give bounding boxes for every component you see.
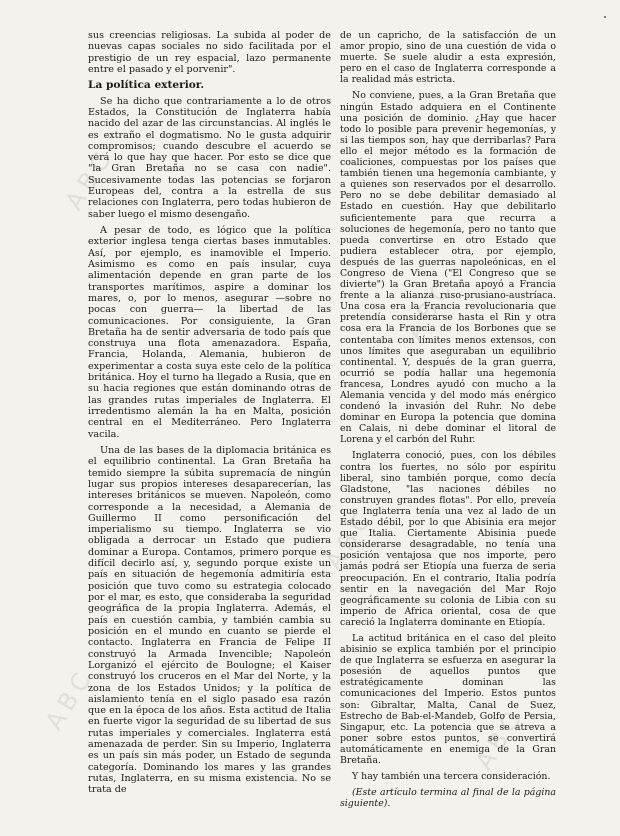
article-paragraph: La actitud británica en el caso del pleito abisinio se explica también por el principio de que Inglaterra se esfuerza en asegurar la posesión de aquellos puntos que estratégicamente dominan las comunicaciones del Imperio. Estos puntos son: Gibraltar, Malta, Canal de Suez, Estrecho de Bab-el-Mandeb, Golfo de Persia, Singapur, etc. La potencia que se atreva a poner sobre estos puntos, se convertirá automáticamente en enemiga de la Gran Bretaña. [340,632,556,766]
article-paragraph: A pesar de todo, es lógico que la política exterior inglesa tenga ciertas bases inmutables. Así, por ejemplo, es inamovible el Imperio. Asimismo es como en país insular, cuya alimentación depende en gran parte de los transportes marítimos, aspire a dominar los mares, o, por lo menos, asegurar —sobre no pocas con guerra— la libertad de las comunicaciones. Por consiguiente, la Gran Bretaña ha de sentir adversaria de todo país que construya una flota amenazadora. España, Francia, Holanda, Alemania, hubieron de experimentar a costa suya este celo de la política británica. Hoy el turno ha llegado a Rusia, que en su hacia regiones que están dominando otras de las grandes rutas imperiales de Inglaterra. El irredentismo alemán la ha en Malta, posición central en el Mediterráneo. Pero Inglaterra vacila. [88,225,331,440]
watermark-text: ABC [320,502,380,575]
article-paragraph: Una de las bases de la diplomacia británica es el equilibrio continental. La Gran Bretaña ha temido siempre la súbita supremacía de ningún lugar sus propios intereses desaparecerían, las intereses británicos se mueven. Napoleón, como corresponde a la necesidad, a Alemania de Guillermo II como personificación del imperialismo su tiempo. Inglaterra se vio obligada a derrocar un Estado que pudiera dominar a Europa. Contamos, primero porque es difícil decirlo así, y, segundo porque existe un país en situación de hegemonía admitiría esta posición que tuvo como su estrategia colocado por el mar, es esto, que consideraba la seguridad geográfica de la propia Inglaterra. Además, el país en cuestión cambia, y también cambia su posición en el mundo en cuanto se pierde el contacto. Inglaterra en Francia de Felipe II construyó la Armada Invencible; Napoleón Lorganizó el ejército de Boulogne; el Kaiser construyó los cruceros en el Mar del Norte, y la zona de los Estados Unidos; y la política de aislamiento tenía en el siglo pasado esa razón que en la época de los años. Esta actitud de Italia en fuerte vigor la seguridad de su libertad de sus rutas imperiales y comerciales. Inglaterra está amenazada de perder. Sin su Imperio, Inglaterra es un país sin más poder, un Estado de segunda categoría. Dominando los mares y las grandes rutas, Inglaterra, en su misma existencia. No se trata de [88,444,331,796]
article-paragraph: No conviene, pues, a la Gran Bretaña que ningún Estado adquiera en el Continente una posición de dominio. ¿Hay que hacer todo lo posible para prevenir hegemonías, y si las tiempos son, hay que derribarlas? Para ello el mejor método es la formación de coaliciones, compuestas por los países que también tienen una hegemonía cambiante, y a quienes son reservados por el desarrollo. Pero no se debe debilitar demasiado al Estado en cuestión. Hay que debilitarlo suficientemente para que recurra a soluciones de hegemonía, pero no tanto que pueda convertirse en otro Estado que pudiera establecer otra, por ejemplo, después de las guerras napoleónicas, en el Congreso de Viena ("El Congreso que se divierte") la Gran Bretaña apoyó a Francia frente a la alianza ruso-prusiano-austríaca. Una cosa era la Francia revolucionaria que pretendía considerarse hasta el Rin y otra cosa era la Francia de los Borbones que se contentaba con límites menos extensos, con unos límites que aseguraban un equilibrio continental. Y, después de la gran guerra, ocurrió se podía hallar una hegemonía francesa, Londres ayudó con mucho a la Alemania vencida y del modo más enérgico condenó la invasión del Ruhr. No debe dominar en Europa la potencia que domina en Calais, ni debe dominar el litoral de Lorena y el carbón del Ruhr. [340,90,556,446]
right-column [340,30,556,814]
watermark-text: ABC [470,702,530,775]
intro-paragraph: sus creencias religiosas. La subida al poder de nuevas capas sociales no sido facilitada por el prestigio de un rey espacial, lazo permanente entre el pasado y el porvenir". [88,30,331,75]
article-paragraph: de un capricho, de la satisfacción de un amor propio, sino de una cuestión de vida o muerte. Se suele aludir a esta expresión, pero en el caso de Inglaterra corresponde a la realidad más estricta. [340,30,556,86]
article-paragraph: Y hay también una tercera consideración. [352,771,551,783]
left-column [88,30,331,801]
watermark-text: ABC [60,142,120,215]
continuation-note: (Este artículo termina al final de la página siguiente). [340,787,556,810]
watermark-text: ABC [400,272,460,345]
article-paragraph: Inglaterra conoció, pues, con los débiles contra los fuertes, no sólo por espíritu liberal, sino también porque, como decía Gladstone, "las naciones débiles no construyen grandes flotas". Por ello, preveía que Inglaterra tenía una vez al lado de un Estado débil, por lo que Abisinia era mejor que Italia. Ciertamente Abisinia puede considerarse desagradable, no tenía una posición ventajosa que nos importe, pero jamás podrá ser Etiopía una fuerza de seria preocupación. En el contrario, Italia podría sentir en la navegación del Mar Rojo geográficamente su colonia de Libia con su imperio de Africa oriental, cosa de que careció la Inglaterra dominante en Etiopía. [340,450,556,628]
section-heading: La política exterior. [88,79,205,92]
watermark-text: ABC [40,662,100,735]
article-paragraph: Se ha dicho que contrariamente a lo de otros Estados, la Constitución de Inglaterra había nacido del azar de las circunstancias. Al inglés le es extraño el dogmatismo. No le gusta adquirir compromisos; cuando descubre el acuerdo se verá lo que hay que hacer. Por esto se dice que "la Gran Bretaña no se casa con nadie". Sucesivamente todas las potencias se forjaron Europeas del, contra a la estrella de sus relaciones con Inglaterra, pero todas hubieron de saber luego el mismo desengaño. [88,95,331,220]
margin-dot [604,16,606,18]
